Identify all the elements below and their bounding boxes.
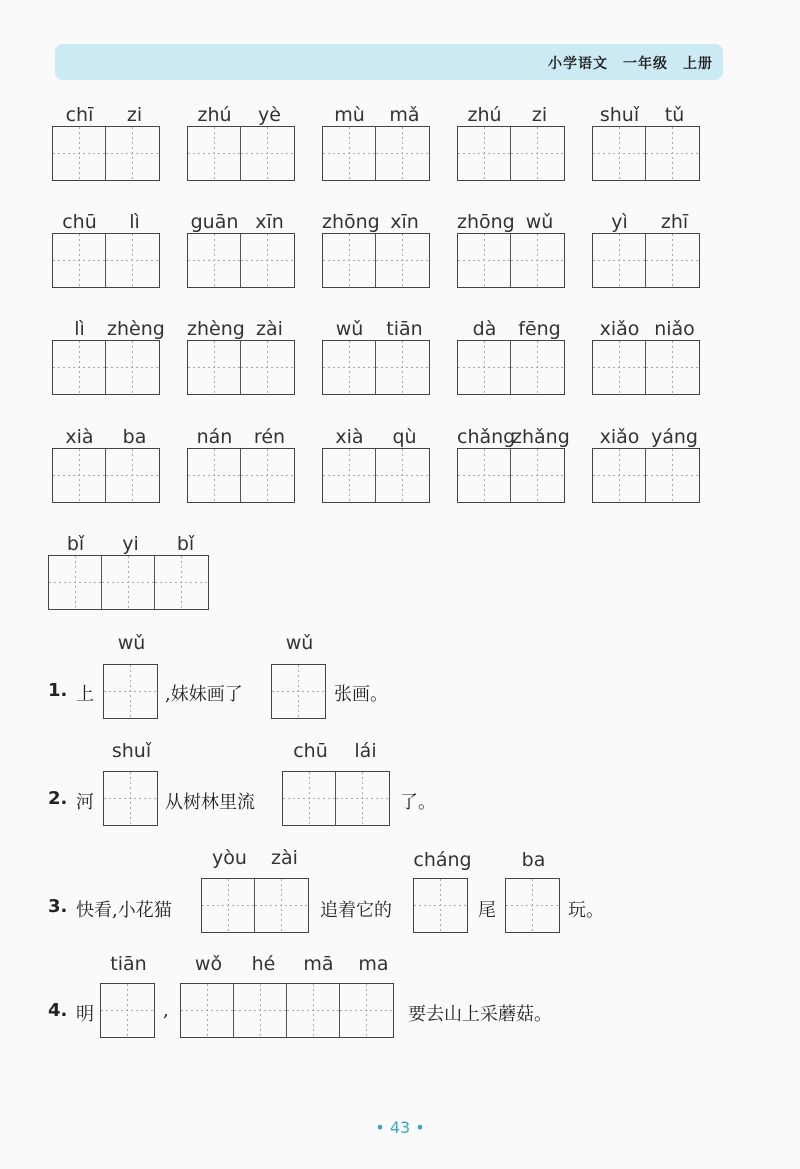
writing-grid[interactable] bbox=[52, 126, 160, 181]
pinyin-row bbox=[457, 312, 567, 340]
pinyin-row bbox=[187, 205, 297, 233]
pinyin-syllable: lì bbox=[74, 318, 85, 340]
sentence-pinyin: zài bbox=[271, 847, 298, 869]
sentence-pinyin: ma bbox=[358, 953, 389, 975]
vocab-item bbox=[592, 205, 702, 288]
sentence-text: 快看,小花猫 bbox=[76, 900, 172, 921]
pinyin-syllable: chī bbox=[65, 104, 94, 126]
writing-cell[interactable] bbox=[593, 341, 646, 394]
writing-cell[interactable] bbox=[646, 341, 699, 394]
pinyin-syllable: zhèng bbox=[187, 318, 245, 340]
pinyin-row bbox=[187, 420, 297, 448]
writing-cell[interactable] bbox=[376, 234, 429, 287]
writing-grid[interactable] bbox=[457, 340, 565, 395]
writing-cell[interactable] bbox=[155, 556, 208, 609]
writing-cell[interactable] bbox=[53, 127, 106, 180]
writing-grid[interactable] bbox=[592, 126, 700, 181]
writing-cell[interactable] bbox=[340, 984, 393, 1037]
writing-cell[interactable] bbox=[188, 234, 241, 287]
pinyin-row bbox=[322, 312, 432, 340]
vocab-item bbox=[457, 420, 570, 503]
pinyin-syllable: tǔ bbox=[664, 104, 685, 126]
pinyin-row bbox=[187, 312, 297, 340]
vocab-item bbox=[187, 205, 297, 288]
sentence-text: 明 bbox=[76, 1004, 94, 1025]
pinyin-syllable: guān bbox=[190, 211, 239, 233]
writing-cell[interactable] bbox=[323, 449, 376, 502]
pinyin-syllable: nán bbox=[196, 426, 233, 448]
writing-cell[interactable] bbox=[458, 341, 511, 394]
writing-cell[interactable] bbox=[287, 984, 340, 1037]
pinyin-syllable: xiǎo bbox=[599, 426, 640, 448]
pinyin-syllable: mǎ bbox=[389, 104, 420, 126]
header-band bbox=[55, 44, 723, 80]
page-number: • 43 • bbox=[375, 1118, 425, 1137]
writing-grid[interactable] bbox=[322, 126, 430, 181]
pinyin-syllable: wǔ bbox=[335, 318, 364, 340]
writing-cell[interactable] bbox=[241, 449, 294, 502]
writing-cell[interactable] bbox=[202, 879, 255, 932]
writing-grid[interactable] bbox=[187, 340, 295, 395]
writing-grid[interactable] bbox=[457, 448, 565, 503]
book-title: 小学语文 一年级 上册 bbox=[548, 56, 713, 72]
pinyin-row bbox=[52, 312, 165, 340]
writing-cell[interactable] bbox=[234, 984, 287, 1037]
pinyin-syllable: zhōng bbox=[322, 211, 380, 233]
pinyin-syllable: shuǐ bbox=[599, 104, 640, 126]
pinyin-syllable: xià bbox=[335, 426, 364, 448]
pinyin-row bbox=[322, 205, 432, 233]
writing-cell[interactable] bbox=[458, 127, 511, 180]
writing-cell[interactable] bbox=[323, 341, 376, 394]
pinyin-syllable: xiǎo bbox=[599, 318, 640, 340]
pinyin-syllable: bǐ bbox=[66, 533, 85, 555]
answer-grid[interactable] bbox=[271, 664, 326, 719]
writing-cell[interactable] bbox=[511, 341, 564, 394]
writing-cell[interactable] bbox=[376, 341, 429, 394]
sentence-pinyin: lái bbox=[354, 740, 377, 762]
writing-cell[interactable] bbox=[336, 772, 389, 825]
writing-cell[interactable] bbox=[593, 234, 646, 287]
writing-grid[interactable] bbox=[592, 340, 700, 395]
writing-grid[interactable] bbox=[322, 233, 430, 288]
writing-grid[interactable] bbox=[322, 448, 430, 503]
writing-cell[interactable] bbox=[241, 127, 294, 180]
pinyin-syllable: xīn bbox=[255, 211, 284, 233]
writing-cell[interactable] bbox=[106, 341, 159, 394]
pinyin-syllable: wǔ bbox=[525, 211, 554, 233]
writing-cell[interactable] bbox=[104, 772, 157, 825]
pinyin-row bbox=[322, 98, 432, 126]
writing-cell[interactable] bbox=[49, 556, 102, 609]
pinyin-syllable: tiān bbox=[386, 318, 423, 340]
pinyin-syllable: zài bbox=[256, 318, 283, 340]
sentence-pinyin: cháng bbox=[413, 849, 472, 871]
pinyin-syllable: bǐ bbox=[176, 533, 195, 555]
pinyin-syllable: lì bbox=[129, 211, 140, 233]
writing-grid[interactable] bbox=[322, 340, 430, 395]
writing-cell[interactable] bbox=[106, 127, 159, 180]
vocab-item bbox=[457, 205, 567, 288]
sentence-pinyin: tiān bbox=[110, 953, 147, 975]
writing-grid[interactable] bbox=[52, 448, 160, 503]
writing-cell[interactable] bbox=[323, 127, 376, 180]
pinyin-row bbox=[592, 98, 702, 126]
pinyin-syllable: niǎo bbox=[654, 318, 695, 340]
writing-cell[interactable] bbox=[376, 449, 429, 502]
sentence-text: ,妹妹画了 bbox=[165, 684, 243, 705]
writing-cell[interactable] bbox=[53, 449, 106, 502]
writing-cell[interactable] bbox=[241, 234, 294, 287]
writing-cell[interactable] bbox=[506, 879, 559, 932]
vocab-item bbox=[52, 312, 165, 395]
pinyin-syllable: yi bbox=[122, 533, 139, 555]
vocab-item bbox=[457, 98, 567, 181]
pinyin-syllable: yì bbox=[611, 211, 628, 233]
writing-grid[interactable] bbox=[187, 448, 295, 503]
pinyin-syllable: fēng bbox=[518, 318, 561, 340]
writing-cell[interactable] bbox=[511, 234, 564, 287]
writing-grid[interactable] bbox=[592, 448, 700, 503]
sentence-number: 4. bbox=[48, 1000, 68, 1021]
sentence-text: 上 bbox=[76, 684, 94, 705]
vocab-item bbox=[52, 205, 162, 288]
answer-grid[interactable] bbox=[201, 878, 309, 933]
writing-grid[interactable] bbox=[457, 126, 565, 181]
writing-cell[interactable] bbox=[188, 341, 241, 394]
sentence-number: 2. bbox=[48, 788, 68, 809]
pinyin-row bbox=[457, 205, 567, 233]
vocab-item bbox=[592, 98, 702, 181]
pinyin-syllable: chū bbox=[62, 211, 97, 233]
writing-cell[interactable] bbox=[106, 234, 159, 287]
sentence-pinyin: shuǐ bbox=[111, 740, 152, 762]
writing-cell[interactable] bbox=[646, 127, 699, 180]
writing-grid[interactable] bbox=[187, 233, 295, 288]
sentence-pinyin: chū bbox=[293, 740, 328, 762]
pinyin-row bbox=[48, 527, 213, 555]
writing-cell[interactable] bbox=[593, 127, 646, 180]
writing-cell[interactable] bbox=[376, 127, 429, 180]
pinyin-syllable: zhèng bbox=[107, 318, 165, 340]
writing-grid[interactable] bbox=[52, 233, 160, 288]
writing-grid[interactable] bbox=[187, 126, 295, 181]
answer-grid[interactable] bbox=[180, 983, 394, 1038]
sentence-text: 张画。 bbox=[334, 684, 388, 705]
vocab-item bbox=[322, 312, 432, 395]
writing-cell[interactable] bbox=[53, 341, 106, 394]
pinyin-row bbox=[52, 98, 162, 126]
sentence-number: 3. bbox=[48, 896, 68, 917]
pinyin-row bbox=[52, 205, 162, 233]
pinyin-row bbox=[187, 98, 297, 126]
answer-grid[interactable] bbox=[103, 664, 158, 719]
writing-grid[interactable] bbox=[457, 233, 565, 288]
writing-cell[interactable] bbox=[255, 879, 308, 932]
writing-cell[interactable] bbox=[53, 234, 106, 287]
pinyin-row bbox=[52, 420, 162, 448]
writing-cell[interactable] bbox=[101, 984, 154, 1037]
sentence-text: 了。 bbox=[400, 792, 436, 813]
writing-cell[interactable] bbox=[646, 449, 699, 502]
vocab-item bbox=[592, 420, 702, 503]
sentence-pinyin: wǒ bbox=[194, 953, 223, 975]
writing-cell[interactable] bbox=[241, 341, 294, 394]
writing-cell[interactable] bbox=[188, 127, 241, 180]
pinyin-row bbox=[457, 420, 570, 448]
writing-cell[interactable] bbox=[593, 449, 646, 502]
vocab-item bbox=[187, 312, 297, 395]
pinyin-syllable: ba bbox=[122, 426, 147, 448]
sentence-text: 尾 bbox=[478, 900, 496, 921]
writing-grid[interactable] bbox=[52, 340, 160, 395]
sentence-pinyin: mā bbox=[303, 953, 334, 975]
writing-cell[interactable] bbox=[646, 234, 699, 287]
writing-grid[interactable] bbox=[592, 233, 700, 288]
writing-cell[interactable] bbox=[102, 556, 155, 609]
vocab-item bbox=[322, 205, 432, 288]
writing-cell[interactable] bbox=[272, 665, 325, 718]
pinyin-syllable: xià bbox=[65, 426, 94, 448]
pinyin-syllable: mù bbox=[334, 104, 365, 126]
pinyin-syllable: zhōng bbox=[457, 211, 515, 233]
pinyin-row bbox=[592, 205, 702, 233]
sentence-pinyin: yòu bbox=[212, 847, 247, 869]
sentence-pinyin: hé bbox=[251, 953, 276, 975]
sentence-text: 河 bbox=[76, 792, 94, 813]
writing-cell[interactable] bbox=[188, 449, 241, 502]
sentence-pinyin: ba bbox=[521, 849, 546, 871]
pinyin-syllable: zi bbox=[126, 104, 143, 126]
vocab-item bbox=[457, 312, 567, 395]
pinyin-syllable: zhú bbox=[467, 104, 502, 126]
sentence-text: 要去山上采蘑菇。 bbox=[408, 1004, 552, 1025]
writing-cell[interactable] bbox=[283, 772, 336, 825]
writing-cell[interactable] bbox=[458, 234, 511, 287]
writing-grid[interactable] bbox=[48, 555, 209, 610]
answer-grid[interactable] bbox=[505, 878, 560, 933]
writing-cell[interactable] bbox=[511, 449, 564, 502]
answer-grid[interactable] bbox=[100, 983, 155, 1038]
answer-grid[interactable] bbox=[413, 878, 468, 933]
pinyin-row bbox=[457, 98, 567, 126]
sentence-number: 1. bbox=[48, 680, 68, 701]
pinyin-syllable: qù bbox=[392, 426, 417, 448]
pinyin-row bbox=[592, 312, 702, 340]
vocab-item bbox=[52, 420, 162, 503]
pinyin-syllable: zhī bbox=[660, 211, 689, 233]
pinyin-syllable: rén bbox=[253, 426, 286, 448]
pinyin-syllable: yáng bbox=[651, 426, 698, 448]
pinyin-syllable: zhǎng bbox=[512, 426, 570, 448]
answer-grid[interactable] bbox=[282, 771, 390, 826]
vocab-item bbox=[48, 527, 213, 610]
sentence-text: 玩。 bbox=[568, 900, 604, 921]
pinyin-syllable: zhú bbox=[197, 104, 232, 126]
pinyin-syllable: xīn bbox=[390, 211, 419, 233]
sentence-pinyin: wǔ bbox=[117, 632, 146, 654]
writing-cell[interactable] bbox=[181, 984, 234, 1037]
sentence-text: 从树林里流 bbox=[165, 792, 255, 813]
pinyin-syllable: dà bbox=[472, 318, 497, 340]
writing-cell[interactable] bbox=[104, 665, 157, 718]
sentence-text: , bbox=[163, 1000, 169, 1021]
writing-cell[interactable] bbox=[414, 879, 467, 932]
answer-grid[interactable] bbox=[103, 771, 158, 826]
writing-cell[interactable] bbox=[511, 127, 564, 180]
writing-cell[interactable] bbox=[106, 449, 159, 502]
pinyin-syllable: zi bbox=[531, 104, 548, 126]
writing-cell[interactable] bbox=[458, 449, 511, 502]
vocab-item bbox=[187, 420, 297, 503]
pinyin-syllable: chǎng bbox=[457, 426, 516, 448]
pinyin-row bbox=[322, 420, 432, 448]
vocab-item bbox=[592, 312, 702, 395]
vocab-item bbox=[187, 98, 297, 181]
sentence-text: 追着它的 bbox=[320, 900, 392, 921]
sentence-pinyin: wǔ bbox=[285, 632, 314, 654]
pinyin-row bbox=[592, 420, 702, 448]
writing-cell[interactable] bbox=[323, 234, 376, 287]
vocab-item bbox=[52, 98, 162, 181]
vocab-item bbox=[322, 420, 432, 503]
pinyin-syllable: yè bbox=[258, 104, 281, 126]
vocab-item bbox=[322, 98, 432, 181]
